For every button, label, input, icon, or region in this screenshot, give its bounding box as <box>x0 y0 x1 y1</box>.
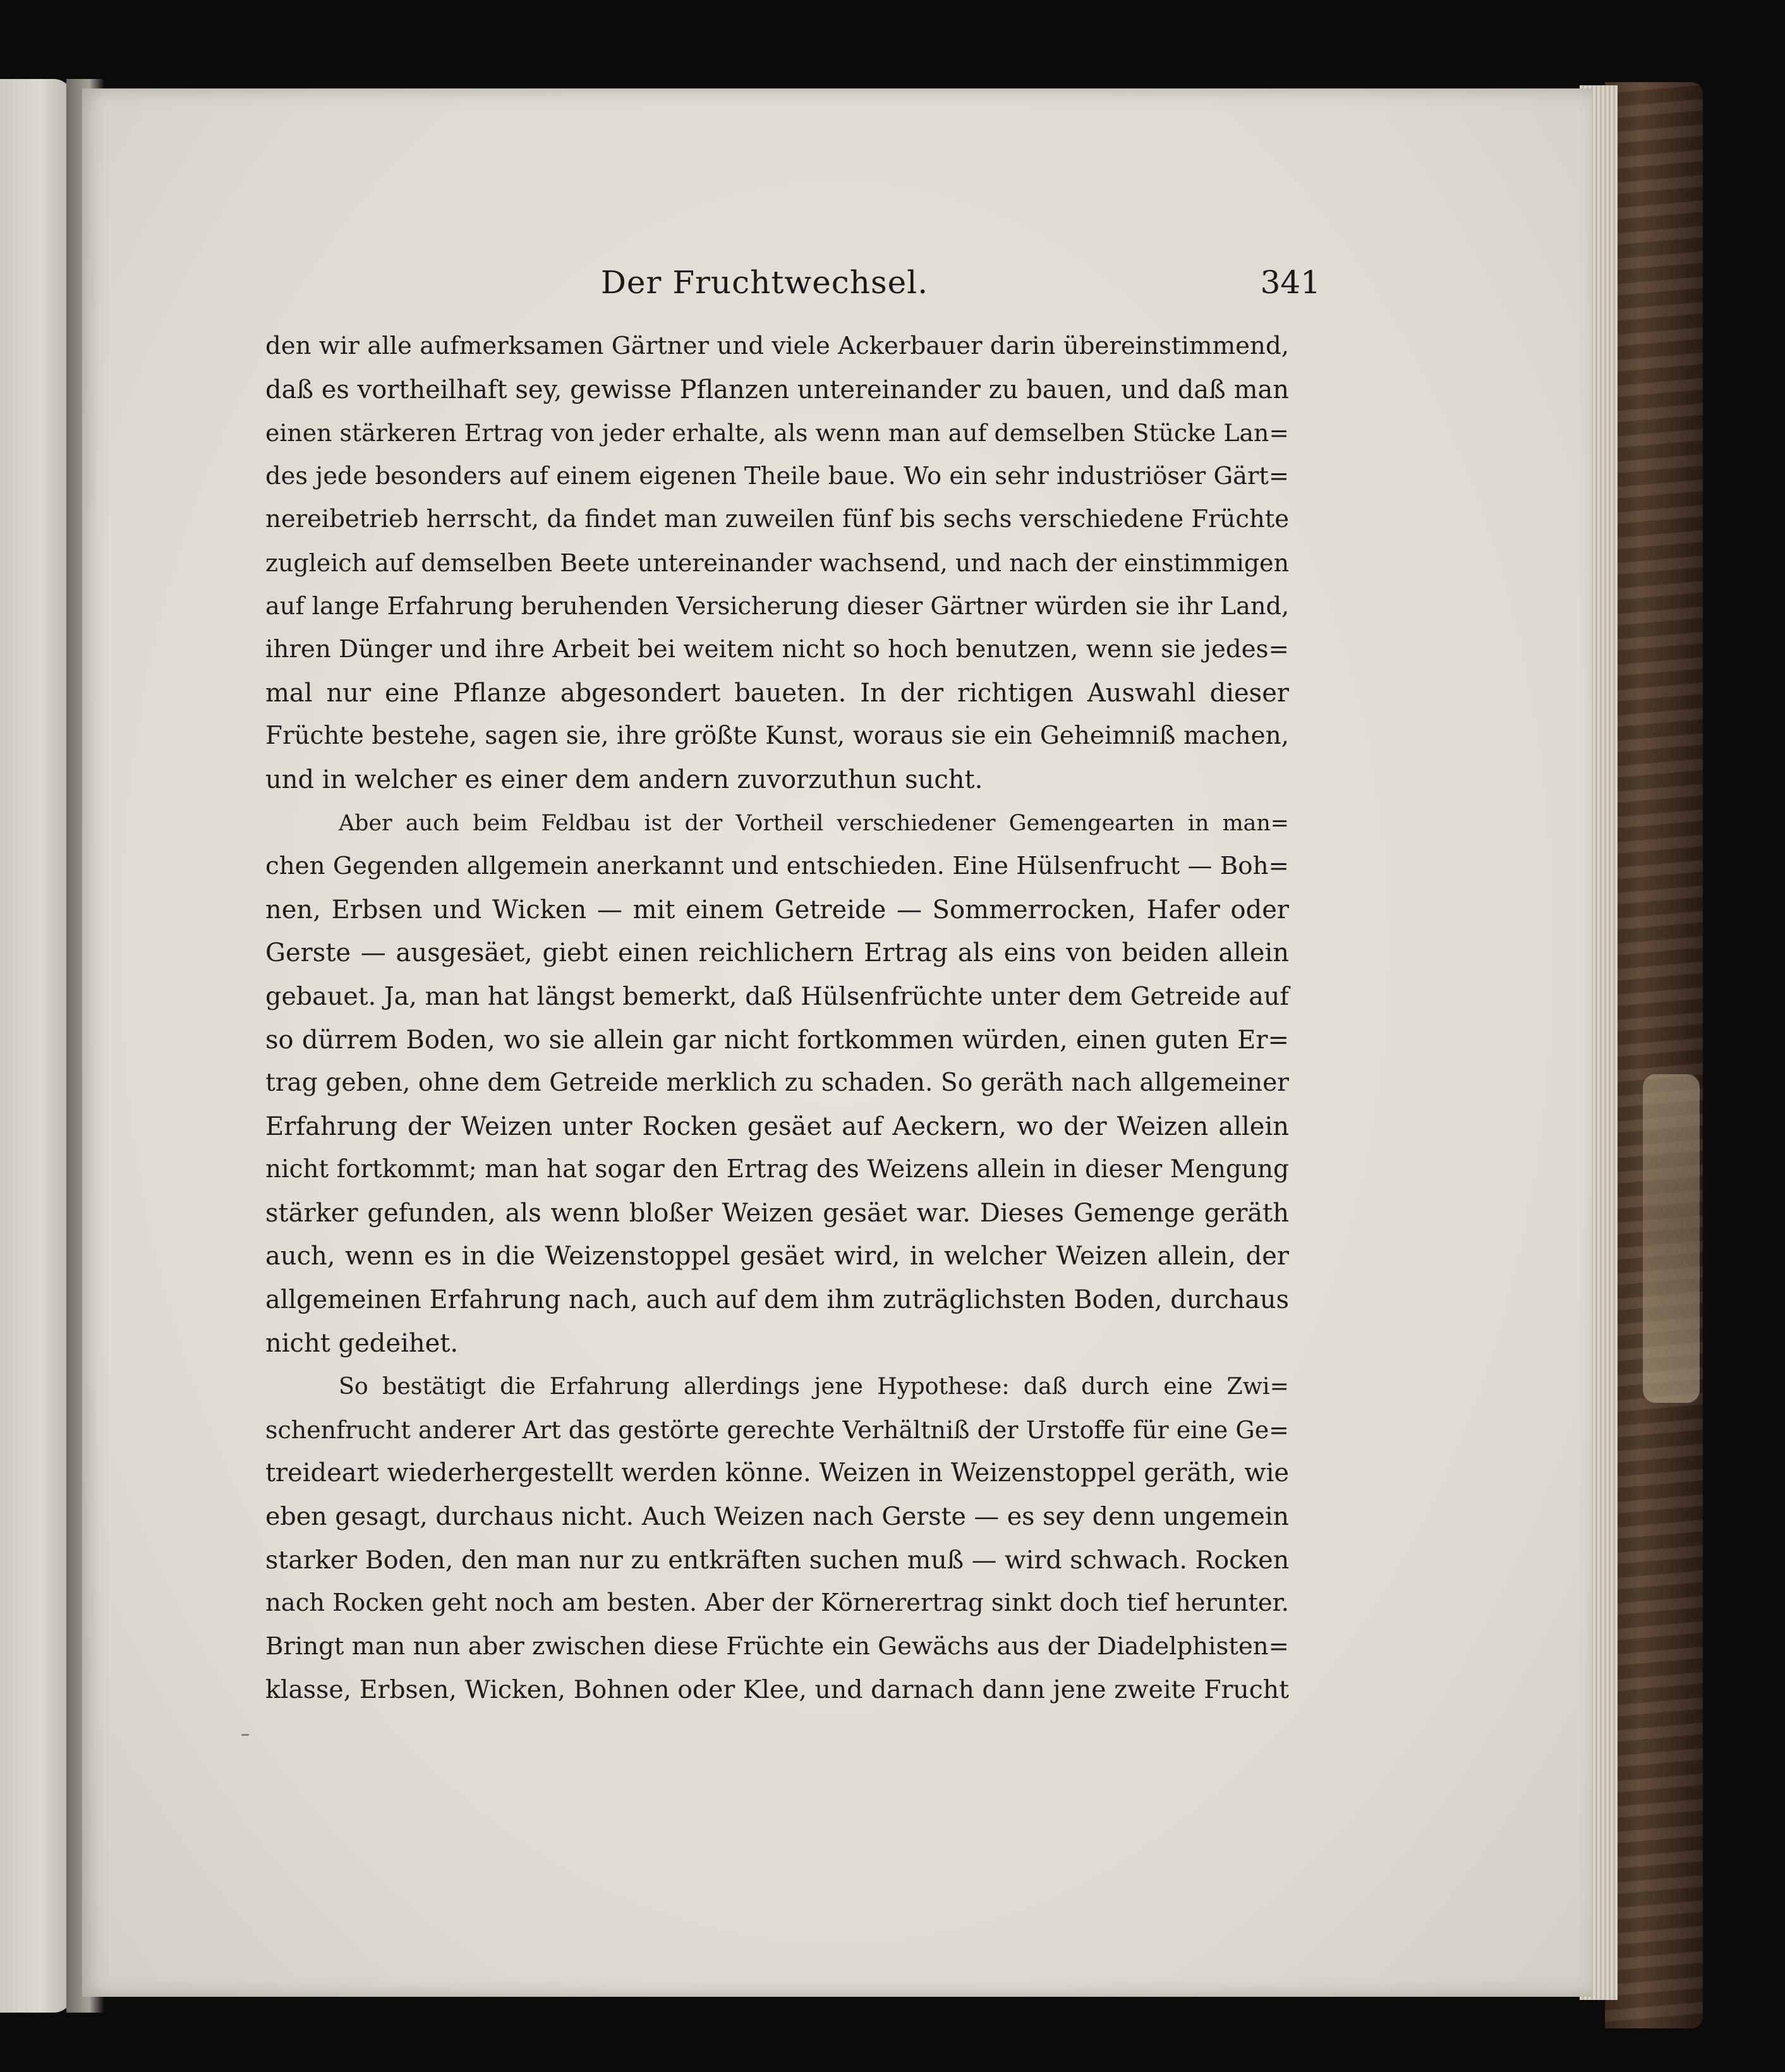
text-line: nicht fortkommt; man hat sogar den Ertrag des Weizens allein in dieser Mengung <box>265 1155 1289 1184</box>
cover-damage <box>1643 1074 1700 1403</box>
margin-mark <box>241 1734 249 1736</box>
paragraph <box>265 1365 1289 1712</box>
text-line: gebauet. Ja, man hat längst bemerkt, daß Hülsenfrüchte unter dem Getreide auf <box>265 981 1290 1011</box>
text-line: nach Rocken geht noch am besten. Aber der Körnerertrag sinkt doch tief herunter. <box>265 1589 1289 1618</box>
text-line: treideart wiederhergestellt werden könne. Weizen in Weizenstoppel geräth, wie <box>265 1458 1289 1488</box>
text-line: So bestätigt die Erfahrung allerdings jene Hypothese: daß durch eine Zwi= <box>339 1372 1289 1400</box>
running-title: Der Fruchtwechsel. <box>600 264 929 301</box>
text-line: chen Gegenden allgemein anerkannt und entschieden. Eine Hülsenfrucht — Boh= <box>265 852 1289 881</box>
text-line: trag geben, ohne dem Getreide merklich zu schaden. So geräth nach allgemeiner <box>265 1069 1289 1098</box>
text-line: klasse, Erbsen, Wicken, Bohnen oder Klee, und darnach dann jene zweite Frucht <box>265 1675 1289 1705</box>
text-line: eben gesagt, durchaus nicht. Auch Weizen nach Gerste — es sey denn ungemein <box>265 1502 1289 1532</box>
left-page-edge <box>0 79 73 2013</box>
text-line: einen stärkeren Ertrag von jeder erhalte, als wenn man auf demselben Stücke Lan= <box>265 419 1289 447</box>
text-line: und in welcher es einer dem andern zuvorzuthun sucht. <box>265 765 983 794</box>
text-line: starker Boden, den man nur zu entkräften suchen muß — wird schwach. Rocken <box>265 1545 1290 1575</box>
text-line: schenfrucht anderer Art das gestörte gerechte Verhältniß der Urstoffe für eine Ge= <box>265 1415 1289 1444</box>
text-line: Früchte bestehe, sagen sie, ihre größte Kunst, woraus sie ein Geheimniß machen, <box>265 722 1289 751</box>
text-line: nereibetrieb herrscht, da findet man zuweilen fünf bis sechs verschiedene Früchte <box>265 505 1290 534</box>
text-line: zugleich auf demselben Beete untereinander wachsend, und nach der einstimmigen <box>265 548 1289 577</box>
text-line: Erfahrung der Weizen unter Rocken gesäet auf Aeckern, wo der Weizen allein <box>265 1112 1289 1141</box>
paragraph <box>265 802 1289 1366</box>
text-line: mal nur eine Pflanze abgesondert baueten. In der richtigen Auswahl dieser <box>265 678 1289 708</box>
text-line: auf lange Erfahrung beruhenden Versicherung dieser Gärtner würden sie ihr Land, <box>265 591 1290 621</box>
text-line: daß es vortheilhaft sey, gewisse Pflanzen untereinander zu bauen, und daß man <box>265 375 1289 404</box>
running-header <box>265 264 1321 315</box>
text-line: so dürrem Boden, wo sie allein gar nicht fortkommen würden, einen guten Er= <box>265 1025 1289 1055</box>
text-line: des jede besonders auf einem eigenen Theile baue. Wo ein sehr industriöser Gärt= <box>265 461 1289 490</box>
text-line: nen, Erbsen und Wicken — mit einem Getreide — Sommerrocken, Hafer oder <box>265 895 1289 924</box>
text-line: den wir alle aufmerksamen Gärtner und viele Ackerbauer darin übereinstimmend, <box>265 332 1289 360</box>
text-line: Bringt man nun aber zwischen diese Früchte ein Gewächs aus der Diadelphisten= <box>265 1632 1290 1661</box>
paragraph <box>265 325 1289 802</box>
text-line: stärker gefunden, als wenn bloßer Weizen gesäet war. Dieses Gemenge geräth <box>265 1198 1289 1228</box>
text-line: ihren Dünger und ihre Arbeit bei weitem nicht so hoch benutzen, wenn sie jedes= <box>265 635 1289 664</box>
page-number: 341 <box>1260 264 1321 301</box>
text-line: Aber auch beim Feldbau ist der Vortheil verschiedener Gemengearten in man= <box>339 810 1289 836</box>
text-line: Gerste — ausgesäet, giebt einen reichlichern Ertrag als eins von beiden allein <box>265 938 1289 968</box>
text-line: allgemeinen Erfahrung nach, auch auf dem ihm zuträglichsten Boden, durchaus <box>265 1285 1289 1315</box>
book-cover <box>1605 82 1703 2028</box>
text-line: auch, wenn es in die Weizenstoppel gesäet wird, in welcher Weizen allein, der <box>265 1242 1289 1271</box>
text-line: nicht gedeihet. <box>265 1328 459 1358</box>
page-body <box>265 325 1289 1712</box>
